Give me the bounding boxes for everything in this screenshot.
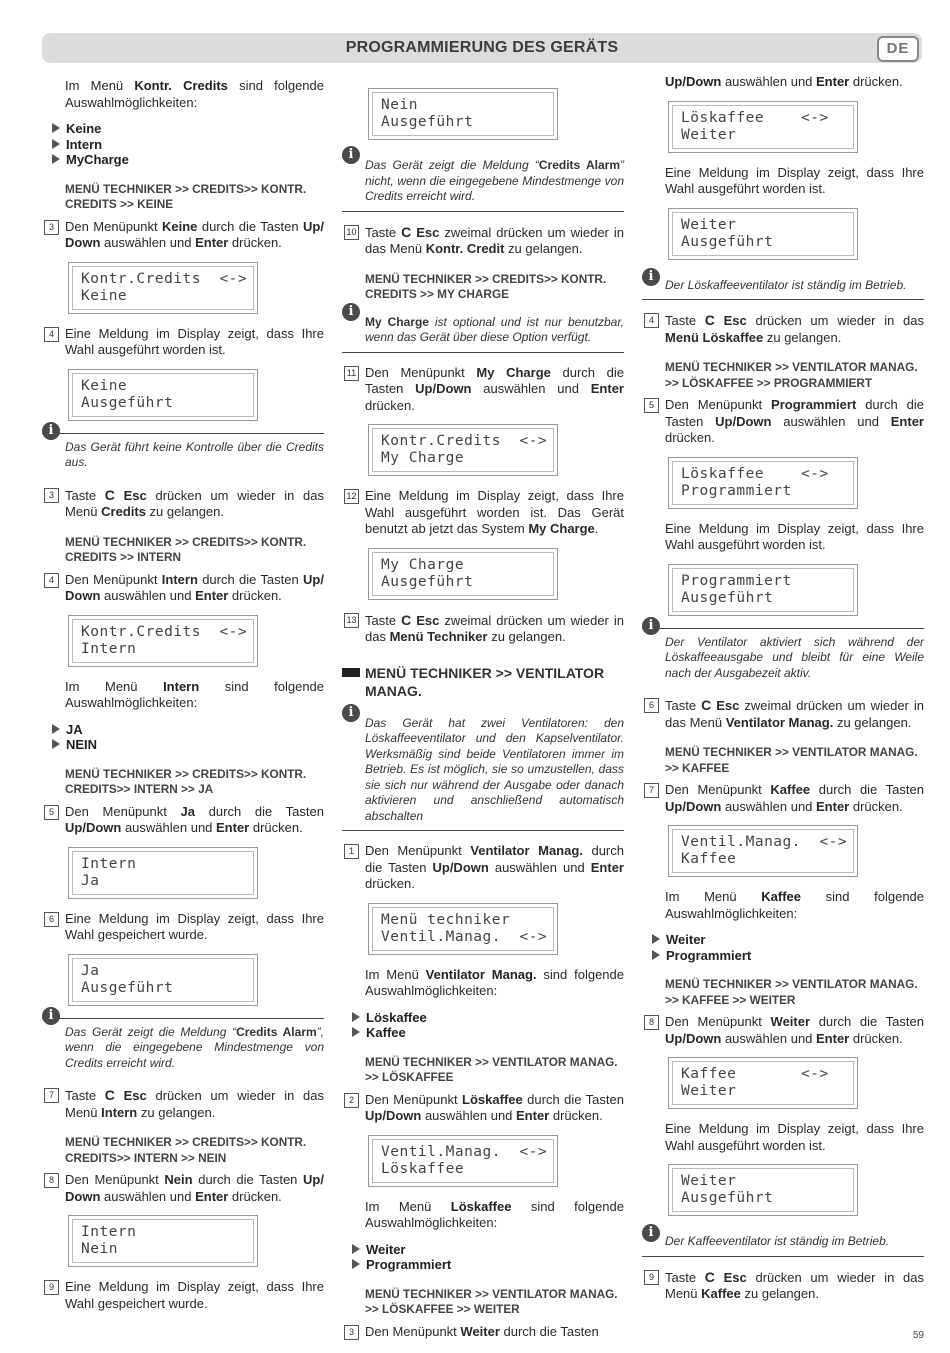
step-9: 9 Eine Meldung im Display zeigt, dass Ihre Wahl gespeichert wurde. — [42, 1279, 324, 1312]
section-bar-icon — [342, 668, 360, 677]
info-icon: i — [342, 303, 360, 321]
step-number: 7 — [644, 783, 659, 798]
option-item: Keine — [52, 121, 324, 137]
section-heading: MENÜ TECHNIKER >> VENTILATOR MANAG. >> LÖSKAFFEE >> PROGRAMMIERT — [665, 360, 918, 390]
step-number: 3 — [44, 220, 59, 235]
step-number: 3 — [344, 1325, 359, 1340]
step-number: 4 — [44, 573, 59, 588]
step-number: 4 — [644, 313, 659, 328]
intro-text: Im Menü Kaffee sind folgende Auswahlmöglichkeiten: — [665, 889, 925, 921]
triangle-bullet-icon — [52, 739, 60, 749]
triangle-bullet-icon — [652, 950, 660, 960]
option-item: NEIN — [52, 737, 324, 753]
info-note: i Das Gerät zeigt die Meldung “Credits Alarm” nicht, wenn die eingegebene Mindestmenge von Credits erreicht wird. — [342, 152, 624, 212]
page-number: 59 — [912, 1330, 924, 1341]
lcd-display: Löskaffee <-> Weiter — [668, 101, 858, 153]
step-5: 5 Den Menüpunkt Ja durch die Tasten Up/Down auswählen und Enter drücken. — [42, 804, 324, 837]
step-number: 13 — [344, 613, 359, 628]
triangle-bullet-icon — [352, 1012, 360, 1022]
triangle-bullet-icon — [652, 934, 660, 944]
lcd-display: Intern Ja — [68, 847, 258, 899]
option-list — [652, 932, 924, 963]
message-text: Eine Meldung im Display zeigt, dass Ihre Wahl ausgeführt worden ist. — [665, 1121, 924, 1153]
step-8: 8 Den Menüpunkt Weiter durch die Tasten Up/Down auswählen und Enter drücken. — [642, 1014, 924, 1047]
section-heading: MENÜ TECHNIKER >> CREDITS>> KONTR. CREDITS >> MY CHARGE — [365, 271, 607, 301]
step-1: 1 Den Menüpunkt Ventilator Manag. durch die Tasten Up/Down auswählen und Enter drücken. — [342, 843, 624, 893]
step-number: 5 — [644, 398, 659, 413]
option-list — [352, 1242, 624, 1273]
step-3: 3 Den Menüpunkt Keine durch die Tasten Up/ Down auswählen und Enter drücken. — [42, 219, 324, 252]
step-4: 4 Taste C Esc drücken um wieder in das Menü Löskaffee zu gelangen. — [642, 312, 924, 346]
section-heading: MENÜ TECHNIKER >> CREDITS>> KONTR. CREDITS>> INTERN >> NEIN — [65, 1135, 307, 1165]
step-13: 13 Taste C Esc zweimal drücken um wieder in das Menü Techniker zu gelangen. — [342, 612, 624, 646]
message-text: Eine Meldung im Display zeigt, dass Ihre Wahl ausgeführt worden ist. — [665, 164, 924, 196]
step-number: 10 — [344, 225, 359, 240]
option-item: JA — [52, 722, 324, 738]
step-6: 6 Eine Meldung im Display zeigt, dass Ihre Wahl gespeichert wurde. — [42, 911, 324, 944]
info-icon: i — [42, 1007, 60, 1025]
option-item: Kaffee — [352, 1025, 624, 1041]
column-2 — [342, 84, 624, 1350]
triangle-bullet-icon — [352, 1244, 360, 1254]
info-note: i Der Kaffeeventilator ist ständig im Betrieb. — [642, 1228, 924, 1257]
info-icon: i — [342, 704, 360, 722]
lcd-display: Nein Ausgeführt — [368, 88, 558, 140]
option-list — [352, 1010, 624, 1041]
section-title: MENÜ TECHNIKER >> VENTILATOR MANAG. — [365, 664, 624, 700]
option-list — [52, 722, 324, 753]
step-number: 3 — [44, 488, 59, 503]
column-3 — [642, 74, 924, 1313]
info-note: i Der Löskaffeeventilator ist ständig im Betrieb. — [642, 272, 924, 301]
lcd-display: Kontr.Credits <-> My Charge — [368, 424, 558, 476]
section-heading: MENÜ TECHNIKER >> VENTILATOR MANAG. >> LÖSKAFFEE >> WEITER — [365, 1286, 618, 1316]
info-icon: i — [42, 422, 60, 440]
triangle-bullet-icon — [352, 1259, 360, 1269]
info-note: i Das Gerät führt keine Kontrolle über die Credits aus. — [42, 433, 324, 475]
step-6: 6 Taste C Esc zweimal drücken um wieder in das Menü Ventilator Manag. zu gelangen. — [642, 697, 924, 731]
step-3: 3 Taste C Esc drücken um wieder in das Menü Credits zu gelangen. — [42, 487, 324, 521]
option-item: Programmiert — [652, 948, 924, 964]
step-11: 11 Den Menüpunkt My Charge durch die Tasten Up/Down auswählen und Enter drücken. — [342, 365, 624, 415]
continued-text: Up/Down auswählen und Enter drücken. — [665, 74, 903, 89]
step-10: 10 Taste C Esc zweimal drücken um wieder in das Menü Kontr. Credit zu gelangen. — [342, 224, 624, 258]
step-number: 2 — [344, 1093, 359, 1108]
lcd-display: Kontr.Credits <-> Intern — [68, 615, 258, 667]
lcd-display: Ja Ausgeführt — [68, 954, 258, 1006]
lcd-display: Kaffee <-> Weiter — [668, 1057, 858, 1109]
step-12: 12 Eine Meldung im Display zeigt, dass Ihre Wahl ausgeführt worden ist. Das Gerät benutzt ab jetzt das System My Charge. — [342, 488, 624, 538]
column-1 — [42, 78, 324, 1322]
section-heading: MENÜ TECHNIKER >> CREDITS>> KONTR. CREDITS >> INTERN — [65, 534, 307, 564]
lcd-display: Intern Nein — [68, 1215, 258, 1267]
lcd-display: My Charge Ausgeführt — [368, 548, 558, 600]
option-item: MyCharge — [52, 152, 324, 168]
step-number: 1 — [344, 844, 359, 859]
step-4: 4 Eine Meldung im Display zeigt, dass Ihre Wahl ausgeführt worden ist. — [42, 326, 324, 359]
section-heading: MENÜ TECHNIKER >> VENTILATOR MANAG. >> KAFFEE >> WEITER — [665, 977, 918, 1007]
step-2: 2 Den Menüpunkt Löskaffee durch die Tasten Up/Down auswählen und Enter drücken. — [342, 1092, 624, 1125]
info-icon: i — [642, 268, 660, 286]
step-8: 8 Den Menüpunkt Nein durch die Tasten Up/ Down auswählen und Enter drücken. — [42, 1172, 324, 1205]
lcd-display: Kontr.Credits <-> Keine — [68, 262, 258, 314]
triangle-bullet-icon — [52, 154, 60, 164]
lcd-display: Weiter Ausgeführt — [668, 208, 858, 260]
lcd-display: Löskaffee <-> Programmiert — [668, 457, 858, 509]
info-note: i Der Ventilator aktiviert sich während der Löskaffeeausgabe und bleibt für eine Weile nach der Ausgabezeit aktiv. — [642, 628, 924, 686]
step-number: 7 — [44, 1088, 59, 1103]
section-heading: MENÜ TECHNIKER >> VENTILATOR MANAG. >> LÖSKAFFEE — [365, 1054, 618, 1084]
triangle-bullet-icon — [52, 139, 60, 149]
section-heading: MENÜ TECHNIKER >> VENTILATOR MANAG. >> KAFFEE — [665, 745, 918, 775]
triangle-bullet-icon — [352, 1027, 360, 1037]
lcd-display: Programmiert Ausgeführt — [668, 564, 858, 616]
info-note: i Das Gerät zeigt die Meldung “Credits Alarm”, wenn die eingegebene Mindestmenge von Credits erreicht wird. — [42, 1018, 324, 1076]
step-number: 5 — [44, 805, 59, 820]
section-heading: MENÜ TECHNIKER >> CREDITS>> KONTR. CREDITS >> KEINE — [65, 181, 307, 211]
step-number: 6 — [644, 698, 659, 713]
step-3: 3 Den Menüpunkt Weiter durch die Tasten — [342, 1324, 624, 1341]
page-title: PROGRAMMIERUNG DES GERÄTS — [345, 39, 619, 56]
intro-text: Im Menü Löskaffee sind folgende Auswahlmöglichkeiten: — [365, 1198, 624, 1230]
language-badge: DE — [877, 36, 919, 62]
page-header — [42, 33, 922, 63]
option-list — [52, 121, 324, 168]
option-item: Löskaffee — [352, 1010, 624, 1026]
intro-text: Im Menü Intern sind folgende Auswahlmöglichkeiten: — [65, 678, 325, 710]
lcd-display: Menü techniker Ventil.Manag. <-> — [368, 903, 558, 955]
option-item: Weiter — [352, 1242, 624, 1258]
intro-text: Im Menü Kontr. Credits sind folgende Auswahlmöglichkeiten: — [65, 78, 324, 110]
step-number: 4 — [44, 327, 59, 342]
triangle-bullet-icon — [52, 724, 60, 734]
step-number: 8 — [44, 1173, 59, 1188]
step-7: 7 Taste C Esc drücken um wieder in das Menü Intern zu gelangen. — [42, 1087, 324, 1121]
info-icon: i — [642, 617, 660, 635]
triangle-bullet-icon — [52, 123, 60, 133]
step-7: 7 Den Menüpunkt Kaffee durch die Tasten Up/Down auswählen und Enter drücken. — [642, 782, 924, 815]
step-number: 12 — [344, 489, 359, 504]
lcd-display: Ventil.Manag. <-> Kaffee — [668, 825, 858, 877]
info-note: i Das Gerät hat zwei Ventilatoren: den Löskaffeeventilator und den Kapselventilator. Werksmäßig sind beide Ventilatoren immer im Betrieb. Es ist möglich, sie so umzustellen, dass sie sich nur während der Ausgabe oder danach aktivieren und anschließend automatisch abschalten — [342, 710, 624, 832]
option-item: Intern — [52, 137, 324, 153]
info-note: i My Charge ist optional und ist nur benutzbar, wenn das Gerät über diese Option verfügt. — [342, 309, 624, 353]
step-4: 4 Den Menüpunkt Intern durch die Tasten Up/ Down auswählen und Enter drücken. — [42, 572, 324, 605]
option-item: Weiter — [652, 932, 924, 948]
step-9: 9 Taste C Esc drücken um wieder in das Menü Kaffee zu gelangen. — [642, 1269, 924, 1303]
intro-text: Im Menü Ventilator Manag. sind folgende Auswahlmöglichkeiten: — [365, 966, 624, 998]
message-text: Eine Meldung im Display zeigt, dass Ihre Wahl ausgeführt worden ist. — [665, 520, 924, 552]
section-heading: MENÜ TECHNIKER >> CREDITS>> KONTR. CREDITS>> INTERN >> JA — [65, 766, 307, 796]
step-number: 11 — [344, 366, 359, 381]
lcd-display: Keine Ausgeführt — [68, 369, 258, 421]
option-item: Programmiert — [352, 1257, 624, 1273]
info-icon: i — [342, 146, 360, 164]
step-5: 5 Den Menüpunkt Programmiert durch die Tasten Up/Down auswählen und Enter drücken. — [642, 397, 924, 447]
step-number: 9 — [44, 1280, 59, 1295]
step-number: 8 — [644, 1015, 659, 1030]
step-number: 6 — [44, 912, 59, 927]
lcd-display: Ventil.Manag. <-> Löskaffee — [368, 1135, 558, 1187]
step-number: 9 — [644, 1270, 659, 1285]
lcd-display: Weiter Ausgeführt — [668, 1164, 858, 1216]
info-icon: i — [642, 1224, 660, 1242]
